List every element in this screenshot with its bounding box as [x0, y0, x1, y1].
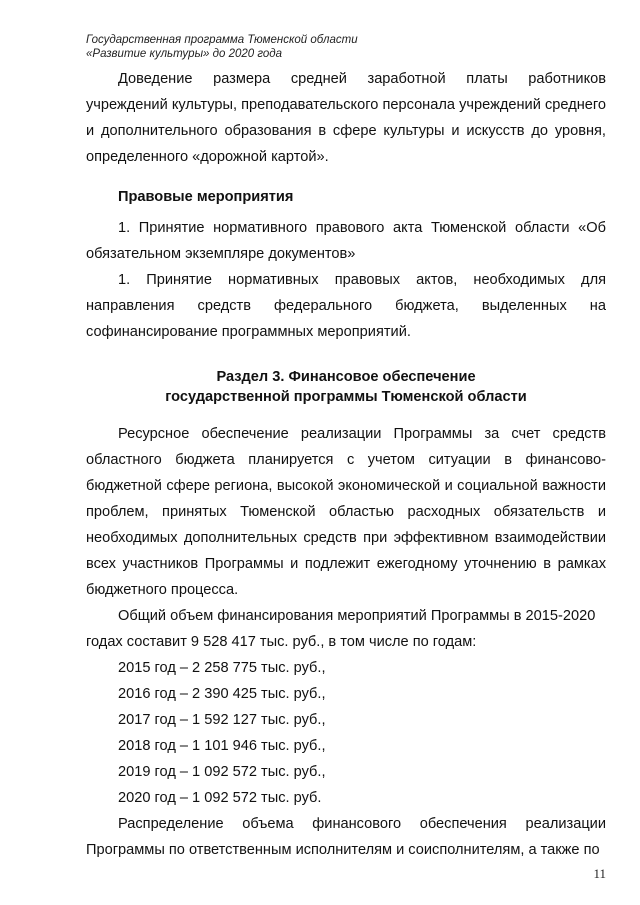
running-header: [86, 33, 358, 61]
year-item: 2018 год – 1 101 946 тыс. руб.,: [118, 738, 326, 754]
distribution-paragraph: Распределение объема финансового обеспечения реализации Программы по ответственным исполнителям и соисполнителям, а также по: [86, 816, 606, 858]
year-item: 2020 год – 1 092 572 тыс. руб.: [118, 790, 322, 806]
legal-measures-heading: Правовые мероприятия: [118, 189, 294, 205]
legal-item-2: 1. Принятие нормативных правовых актов, необходимых для направления средств федерального бюджета, выделенных на софинансирование программных мероприятий.: [86, 272, 606, 340]
year-item: 2017 год – 1 592 127 тыс. руб.,: [118, 712, 326, 728]
year-item: 2015 год – 2 258 775 тыс. руб.,: [118, 660, 326, 676]
legal-item-1: 1. Принятие нормативного правового акта Тюменской области «Об обязательном экземпляре документов»: [86, 220, 606, 262]
header-line-2: «Развитие культуры» до 2020 года: [86, 48, 283, 60]
page-number: 11: [593, 866, 606, 881]
total-funding-line-1: Общий объем финансирования мероприятий Программы в 2015-2020: [118, 608, 596, 624]
section-3-title: [86, 367, 606, 407]
section-title-line-1: Раздел 3. Финансовое обеспечение: [216, 369, 476, 385]
intro-paragraph: Доведение размера средней заработной платы работников учреждений культуры, преподавательского персонала учреждений среднего и дополнительного образования в сфере культуры и искусств до уровня, определенного «дорожной картой».: [86, 71, 606, 165]
funding-paragraph: Ресурсное обеспечение реализации Программы за счет средств областного бюджета планируется с учетом ситуации в финансово-бюджетной сфере региона, высокой экономической и социальной важности проблем, принятых Тюменской областью расходных обязательств и необходимых дополнительных средств при эффективном взаимодействии всех участников Программы и подлежит ежегодному уточнению в рамках бюджетного процесса.: [86, 426, 606, 598]
year-item: 2016 год – 2 390 425 тыс. руб.,: [118, 686, 326, 702]
year-item: 2019 год – 1 092 572 тыс. руб.,: [118, 764, 326, 780]
yearly-funding-list: [86, 655, 606, 811]
total-funding-line-2: годах составит 9 528 417 тыс. руб., в том числе по годам:: [86, 634, 477, 650]
header-line-1: Государственная программа Тюменской области: [86, 34, 358, 46]
section-title-line-2: государственной программы Тюменской области: [165, 389, 527, 405]
page-content: [86, 66, 606, 863]
